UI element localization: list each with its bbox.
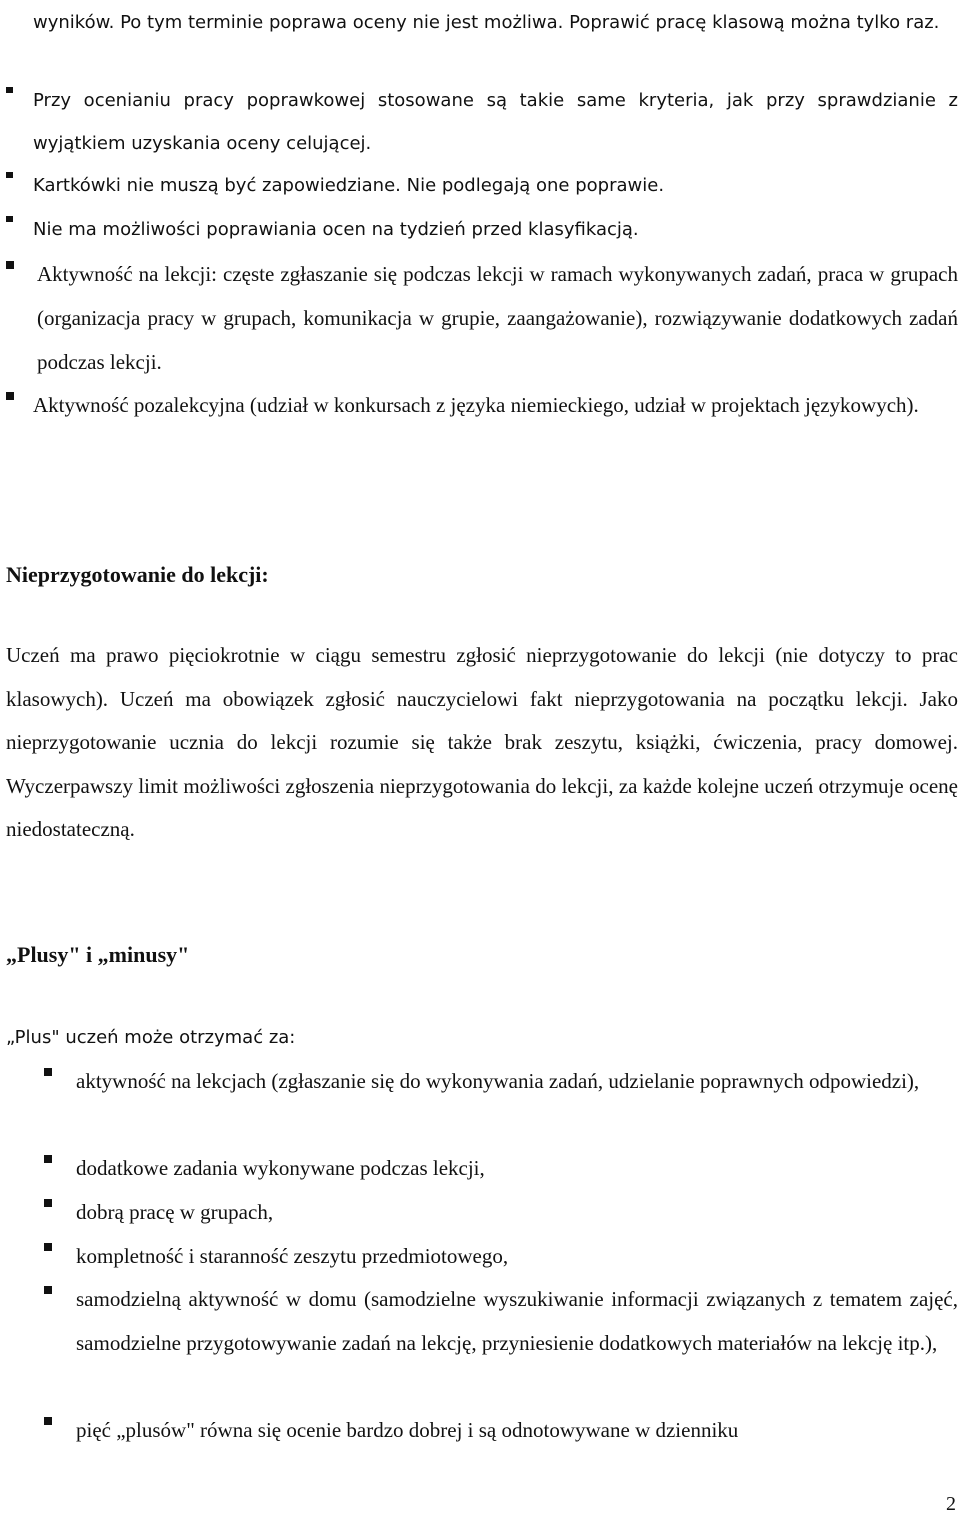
black-square-bullet-icon (6, 87, 13, 94)
bullet-text: Aktywność pozalekcyjna (udział w konkursach z języka niemieckiego, udział w projektach językowych). (33, 393, 919, 417)
bullet-text: Przy ocenianiu pracy poprawkowej stosowane są takie same kryteria, jak przy sprawdzianie z wyjątkiem uzyskania oceny celującej. (33, 90, 958, 154)
plus-item-text: samodzielną aktywność w domu (samodzielne wyszukiwanie informacji związanych z tematem zajęć, samodzielne przygotowywanie zadań na lekcję, przyniesienie dodatkowych materiałów na lekcję itp.), (76, 1287, 958, 1355)
bullet-item (0, 383, 960, 427)
plus-list-item (0, 1277, 960, 1365)
bullet-text: Nie ma możliwości poprawiania ocen na tydzień przed klasyfikacją. (33, 219, 639, 240)
bullet-item (0, 252, 960, 384)
black-square-bullet-icon (6, 216, 13, 223)
plus-item-text: pięć „plusów" równa się ocenie bardzo dobrej i są odnotowywane w dzienniku (76, 1418, 739, 1442)
page-number: 2 (946, 1493, 956, 1515)
section-heading: „Plusy" i „minusy" (6, 942, 190, 967)
black-square-bullet-icon (44, 1199, 52, 1207)
black-square-bullet-icon (44, 1155, 52, 1163)
plus-list-item (0, 1059, 960, 1103)
top-paragraph-block (0, 2, 960, 44)
section-plus (0, 937, 960, 973)
plus-item-text: dodatkowe zadania wykonywane podczas lekcji, (76, 1156, 485, 1180)
plus-list-item (0, 1234, 960, 1278)
black-square-bullet-icon (44, 1417, 52, 1425)
black-square-bullet-icon (6, 261, 14, 269)
bullet-text: Aktywność na lekcji: częste zgłaszanie się podczas lekcji w ramach wykonywanych zadań, praca w grupach (organizacja pracy w grupach, komunikacja w grupie, zaangażowanie), rozwiązywanie dodatkowych zadań podczas lekcji. (37, 262, 958, 374)
plus-list-item (0, 1146, 960, 1190)
bullet-item (0, 79, 960, 165)
plus-list-item (0, 1190, 960, 1234)
black-square-bullet-icon (44, 1068, 52, 1076)
bullet-item (0, 164, 960, 207)
plus-list-item (0, 1408, 960, 1452)
section-plus-intro: „Plus" uczeń może otrzymać za: (6, 1027, 296, 1048)
black-square-bullet-icon (6, 172, 13, 179)
section-plus-intro-block (0, 1016, 960, 1060)
plus-item-text: aktywność na lekcjach (zgłaszanie się do wykonywania zadań, udzielanie poprawnych odpowiedzi), (76, 1069, 920, 1093)
black-square-bullet-icon (44, 1243, 52, 1251)
bullet-item (0, 208, 960, 251)
black-square-bullet-icon (44, 1286, 52, 1294)
plus-item-text: kompletność i staranność zeszytu przedmiotowego, (76, 1244, 509, 1268)
bullet-text: Kartkówki nie muszą być zapowiedziane. Nie podlegają one poprawie. (33, 175, 665, 196)
section-unprepared (0, 557, 960, 593)
section-unprepared-body-block (0, 634, 960, 852)
section-unprepared-body: Uczeń ma prawo pięciokrotnie w ciągu semestru zgłosić nieprzygotowanie do lekcji (nie dotyczy to prac klasowych). Uczeń ma obowiązek zgłosić nauczycielowi fakt nieprzygotowania na początku lekcji. Jako nieprzygotowanie ucznia do lekcji rozumie się także brak zeszytu, książki, ćwiczenia, pracy domowej. Wyczerpawszy limit możliwości zgłoszenia nieprzygotowania do lekcji, za każde kolejne uczeń otrzymuje ocenę niedostateczną. (6, 643, 958, 841)
black-square-bullet-icon (6, 392, 14, 400)
plus-item-text: dobrą pracę w grupach, (76, 1200, 274, 1224)
top-paragraph: wyników. Po tym terminie poprawa oceny nie jest możliwa. Poprawić pracę klasową można tylko raz. (33, 12, 940, 33)
section-heading: Nieprzygotowanie do lekcji: (6, 562, 269, 587)
